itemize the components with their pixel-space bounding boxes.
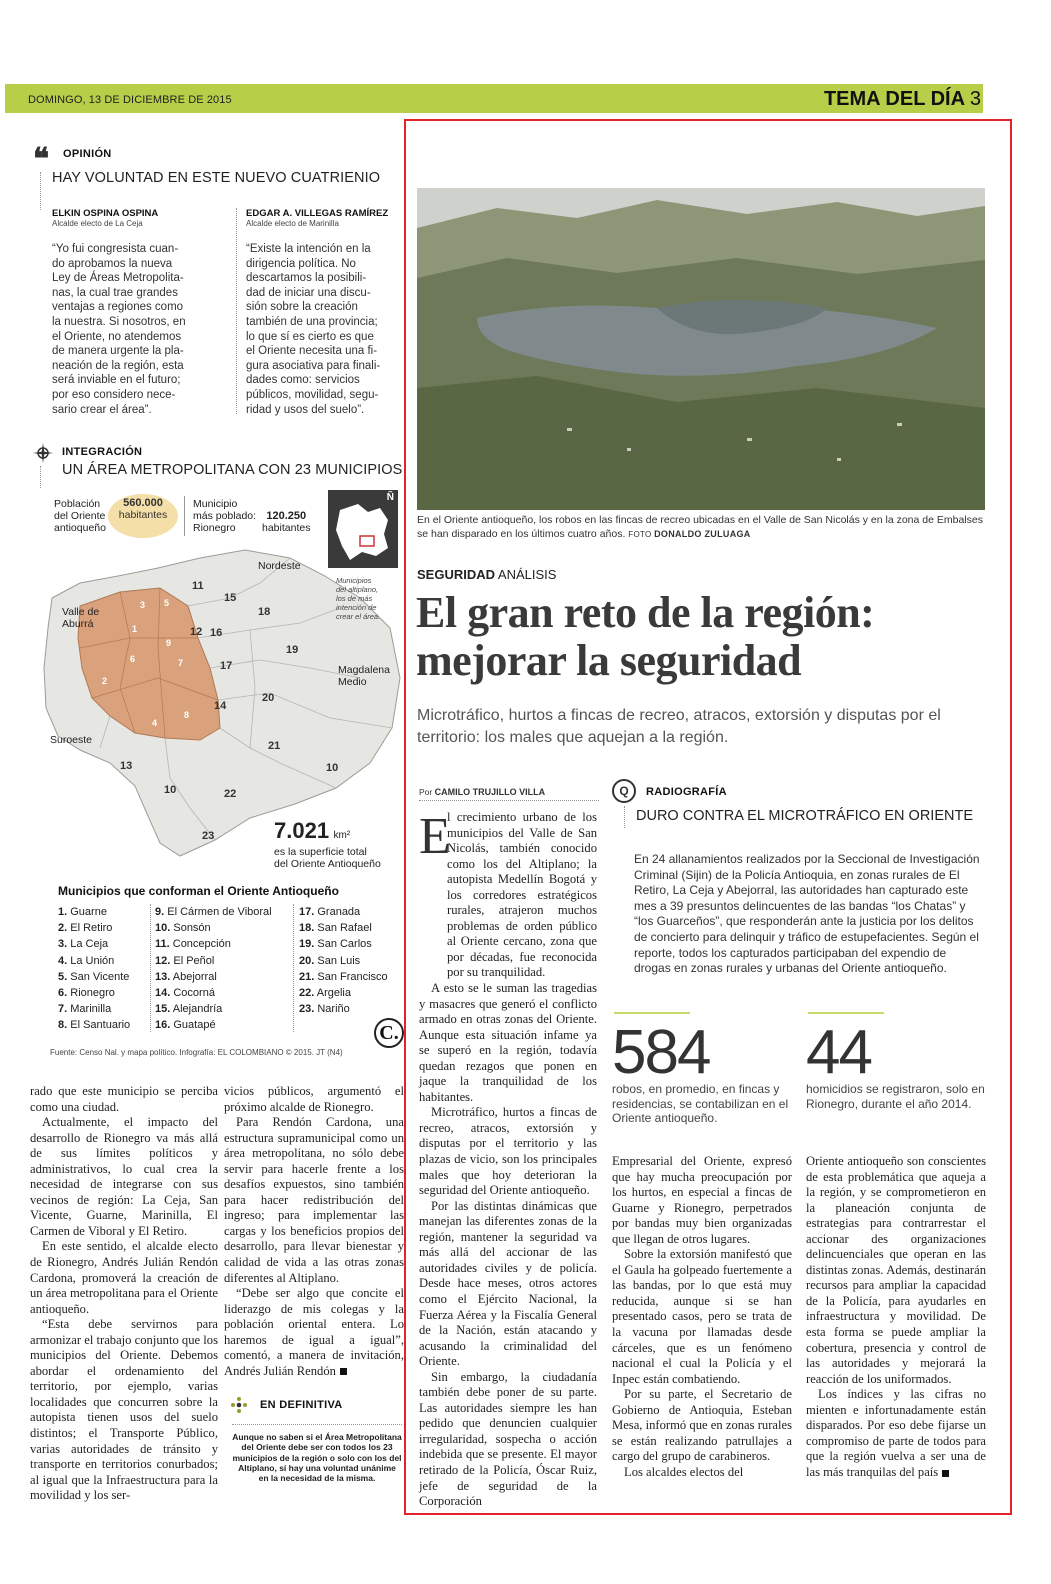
- opinion-deck: HAY VOLUNTAD EN ESTE NUEVO CUATRIENIO: [52, 170, 381, 186]
- map-number: 6: [130, 654, 136, 664]
- municipality-item: 20. San Luis: [299, 954, 361, 967]
- radiografia-text: En 24 allanamientos realizados por la Seccional de Investigación Criminal (Sijin) de la Policía Antioquia, en zonas rurales de El Retiro, La Ceja y Abejorral, las autoridades han capturado este mes a 39 presuntos delincuentes de las bandas “los Chatas” y “los Guarceños”, que responderán ante la justicia por los delitos de concierto para delinquir y tráfico de estupefacientes. Según el reporte, todos los capturados participaban del expendio de drogas en zonas rurales y urbanas del Oriente antioqueño.: [634, 852, 980, 976]
- integration-divider: [40, 466, 41, 488]
- label-nordeste: Nordeste: [258, 560, 301, 572]
- landscape-photo: [417, 188, 985, 510]
- section-title: TEMA DEL DÍA: [823, 88, 965, 110]
- radiografia-deck: DURO CONTRA EL MICROTRÁFICO EN ORIENTE: [636, 808, 974, 824]
- map-number: 19: [286, 644, 299, 656]
- population-value: 560.000: [123, 497, 163, 509]
- opinion-kicker: OPINIÓN: [63, 148, 112, 160]
- municipality-item: 17. Granada: [299, 906, 361, 918]
- map-number: 11: [192, 580, 204, 592]
- map-number: 7: [178, 658, 184, 668]
- photo-credit: FOTO DONALDO ZULUAGA: [628, 528, 751, 539]
- opinion-left: [52, 208, 232, 417]
- label-magdalena-medio: Magdalena Medio: [338, 664, 390, 688]
- municipality-item: 19. San Carlos: [299, 938, 372, 951]
- article-col-2: Empresarial del Oriente, expresó que hay mucha preocupación por los hurtos, en especial a fincas de Guarne y Rionegro, perpetrados por bandas muy bien organizadas que llegan de otros lugares. Sobre la extorsión manifestó que el Gaula ha golpeado fuertemente a las bandas, por lo que está muy reducida, aunque si se han presentado casos, pero se trata de la vacuna por llamadas desde cárceles, que es un fenómeno nacional el cual la Policía y el Inpec están combatiendo. Por su parte, el Secretario de Gobierno de Antioquia, Esteban Mesa, informó que en zonas rurales se están realizando patrullajes a cargo del grupo de carabineros. Los alcaldes electos del: [612, 1154, 792, 1479]
- map-number: 12: [190, 626, 203, 638]
- radiografia-kicker: RADIOGRAFÍA: [646, 786, 727, 798]
- opinion-left-role: Alcalde electo de La Ceja: [52, 219, 143, 228]
- infographic-source: Fuente: Censo Nal. y mapa político. Infografía: EL COLOMBIANO © 2015. JT (N4): [50, 1048, 343, 1057]
- map-number: 5: [164, 598, 170, 608]
- quote-icon: ❝: [33, 143, 50, 176]
- area-unit: km²: [333, 830, 351, 841]
- article-subdeck: Microtráfico, hurtos a fincas de recreo, atracos, extorsión y disputas por el territorio: los males que aquejan a la región.: [417, 707, 941, 746]
- left-body-col-1: rado que este municipio se perciba como una ciudad. Actualmente, el impacto del desarrollo de Rionegro va más allá de sus límites políticos y administrativos, lo cual crea la necesidad de integrarse con sus vecinos de región: La Ceja, San Vicente, Guarne, Marinilla, El Carmen de Viboral y El Retiro. En este sentido, el alcalde electo de Rionegro, Andrés Julián Rendón Cardona, promoverá la creación de un área metropolitana para el Oriente antioqueño. “Esta debe servirnos para armonizar el trabajo conjunto que los municipios del Oriente. Debemos abordar el ordenamiento del territorio, por ejemplo, varias localidades que concurren sobre la autopista tienen usos del suelo distintos; el Transporte Público, varias autoridades de tránsito y transporte en territorios conurbados; al igual que la Infraestructura para la movilidad y los ser-: [30, 1084, 218, 1503]
- header-date: DOMINGO, 13 DE DICIEMBRE DE 2015: [28, 94, 232, 106]
- map-number: 4: [152, 718, 158, 728]
- municipality-item: 10. Sonsón: [155, 922, 211, 935]
- map-number: 16: [210, 627, 223, 639]
- map-number: 14: [214, 700, 227, 712]
- map-number: 1: [132, 624, 138, 634]
- article-kicker: SEGURIDAD ANÁLISIS: [417, 567, 557, 582]
- opinion-right-text: “Existe la intención en la dirigencia política. No descartamos la posibili- dad de iniciar una discu- sión sobre la creación también de una provincia; lo que sí es cierto es que el Oriente necesita una fi- gura asociativa para finali- dades como: servicios públicos, movilidad, segu- ridad y usos del suelo”.: [246, 243, 381, 416]
- map-number: 17: [220, 660, 233, 672]
- article-col-3: Oriente antioqueño son conscientes de esta problemática que aqueja a la región, y se comprometieron en la planeación conjunta de estrategias para contrarrestar el accionar des organizaciones delincuenciales que operan en las distintas zonas. Además, destinarán recursos para ampliar la capacidad de la Policía, para ayudarles en infraestructura y movilidad. De esta forma se puede ampliar la cobertura, presencia y control de las autoridades y mejorará la reacción de los uniformados. Los índices y las cifras no mienten e infortunadamente están disparados. Por eso debe fijarse un compromiso de parte de todos para que la región vuelva a ser una de las más tranquilas del país: [806, 1154, 986, 1479]
- largest-value: 120.250: [266, 510, 307, 522]
- municipalities-divider: [150, 904, 151, 1032]
- el-colombiano-logo: C.: [374, 1018, 404, 1048]
- area-caption: es la superficie total del Oriente Antioqueño: [274, 846, 381, 870]
- municipalities-divider: [293, 904, 294, 1032]
- map-number: 10: [326, 762, 339, 774]
- locator-map: [328, 490, 398, 568]
- integration-deck: UN ÁREA METROPOLITANA CON 23 MUNICIPIOS: [62, 462, 403, 478]
- north-icon: Ñ: [386, 492, 394, 503]
- map-number: 15: [224, 592, 237, 604]
- map-note: Municipios del altiplano, los de más intención de crear el área.: [336, 576, 381, 621]
- largest-unit: habitantes: [262, 522, 311, 534]
- municipality-item: 16. Guatapé: [155, 1019, 216, 1032]
- byline-divider: [419, 800, 599, 801]
- municipality-item: 12. El Peñol: [155, 954, 215, 967]
- municipality-item: 15. Alejandría: [155, 1003, 223, 1016]
- map-number: 3: [140, 600, 146, 610]
- municipalities-col-3: [299, 904, 399, 1017]
- map-infographic: [40, 488, 402, 886]
- largest-label: Municipio más poblado: Rionegro: [193, 498, 257, 534]
- map-number: 21: [268, 740, 281, 752]
- map-number: 10: [164, 784, 177, 796]
- municipality-item: 13. Abejorral: [155, 970, 217, 983]
- municipality-item: 6. Rionegro: [58, 987, 115, 1000]
- integration-kicker: INTEGRACIÓN: [62, 446, 143, 458]
- municipality-item: 22. Argelia: [299, 987, 351, 1000]
- map-number: 20: [262, 692, 275, 704]
- compass-icon: [33, 443, 53, 463]
- municipality-item: 21. San Francisco: [299, 970, 388, 983]
- drop-cap: E: [419, 808, 451, 865]
- article-col-1: l crecimiento urbano de los municipios del Valle de San Nicolás, también conocido como los del Altiplano; la autopista Medellín Bogotá y los corredores estratégicos rurales, atrajeron muchos problemas de orden público al Oriente cercano, zona que por décadas, fue reconocida por su tranquilidad. A esto se le suman las tragedias y masacres que generó el conflicto armado en otras zonas del Oriente. Aunque esta situación infame ya se superó en la región, todavía quedan rezagos que ponen en jaque la tranquilidad de los habitantes. Microtráfico, hurtos a fincas de recreo, atracos, extorsión y disputas por el territorio y las plazas de vicio, son los principales males que hoy deterioran la seguridad del Oriente antioqueño. Por las distintas dinámicas que manejan las diferentes zonas de la región, mantener la seguridad va más allá del accionar de las autoridades civiles y de policía. Desde hace meses, otros actores como el Ejército Nacional, la Fuerza Aérea y la Fiscalía General de la Nación, están atacando y acusando la criminalidad del Oriente. Sin embargo, la ciudadanía también debe poner de su parte. Las autoridades siempre les han pedido que denuncien cualquier irregularidad, sospecha o acción indebida que se presente. El mayor retirado de la Policía, Óscar Ruiz, jefe de seguridad de la Corporación: [419, 810, 597, 1509]
- dots-icon: [230, 1396, 248, 1414]
- map-number: 9: [166, 638, 172, 648]
- population-badge: [108, 494, 178, 538]
- municipality-item: 18. San Rafael: [299, 922, 372, 935]
- opinion-right: [246, 208, 406, 417]
- population-unit: habitantes: [118, 509, 168, 521]
- municipality-item: 2. El Retiro: [58, 922, 113, 935]
- page-number: 3: [969, 88, 981, 110]
- figure-homicidios-caption: homicidios se registraron, solo en Rionegro, durante el año 2014.: [806, 1082, 985, 1111]
- map-number: 22: [224, 788, 237, 800]
- header-section: [824, 88, 981, 111]
- figure-robos-value: 584: [612, 1018, 710, 1087]
- municipalities-title: Municipios que conforman el Oriente Antioqueño: [58, 884, 339, 898]
- area-stat: [274, 818, 381, 870]
- stat-divider: [184, 496, 185, 536]
- opinion-column-divider: [236, 208, 237, 414]
- photo-caption: En el Oriente antioqueño, los robos en las fincas de recreo ubicadas en el Valle de San Nicolás y en la zona de Embalses se han disparado en los últimos cuatro años. FOTO DONALDO ZULUAGA: [417, 514, 983, 540]
- map-number: 18: [258, 606, 271, 618]
- end-mark-icon: [942, 1470, 949, 1477]
- article-byline: Por CAMILO TRUJILLO VILLA: [419, 787, 546, 797]
- opinion-left-author: ELKIN OSPINA OSPINA: [52, 208, 159, 219]
- area-value: 7.021: [274, 818, 330, 843]
- opinion-right-author: EDGAR A. VILLEGAS RAMÍREZ: [246, 208, 389, 219]
- figure-robos-caption: robos, en promedio, en fincas y residencias, se contabilizan en el Oriente antioqueño.: [612, 1082, 789, 1126]
- radiografia-divider: [624, 806, 625, 828]
- municipality-item: 11. Concepción: [155, 938, 231, 951]
- opinion-left-text: “Yo fui congresista cuan- do aprobamos la nueva Ley de Áreas Metropolita- nas, la cual trae grandes ventajas a regiones como la nuestra. Si nosotros, en el Oriente, no atendemos de manera urgente la pla- neación de la región, esta será inviable en el futuro; por eso considero nece- sario crear el área”.: [52, 243, 186, 416]
- municipality-item: 23. Nariño: [299, 1003, 350, 1016]
- municipality-item: 1. Guarne: [58, 906, 107, 918]
- municipalities-col-1: [58, 904, 153, 1034]
- opinion-divider: [40, 172, 41, 210]
- opinion-right-role: Alcalde electo de Marinilla: [246, 219, 339, 228]
- map-number: 2: [102, 676, 108, 686]
- municipality-item: 9. El Cármen de Viboral: [155, 906, 272, 918]
- municipality-item: 8. El Santuario: [58, 1019, 131, 1032]
- figure-accent-line: [614, 1012, 690, 1014]
- municipality-item: 7. Marinilla: [58, 1003, 112, 1016]
- municipality-item: 4. La Unión: [58, 954, 115, 967]
- end-mark-icon: [340, 1368, 347, 1375]
- largest-badge: [262, 510, 310, 534]
- map-number: 13: [120, 760, 133, 772]
- label-valle-aburra: Valle de Aburrá: [62, 606, 100, 630]
- definitiva-kicker: EN DEFINITIVA: [260, 1399, 343, 1411]
- municipality-item: 5. San Vicente: [58, 970, 130, 983]
- magnifier-icon: Q: [612, 779, 636, 803]
- municipality-item: 3. La Ceja: [58, 938, 109, 951]
- population-label: Población del Oriente antioqueño: [54, 498, 106, 534]
- figure-accent-line: [808, 1012, 884, 1014]
- municipalities-col-2: [155, 904, 295, 1034]
- municipality-item: 14. Cocorná: [155, 987, 215, 1000]
- map-number: 8: [184, 710, 190, 720]
- definitiva-divider: [232, 1424, 402, 1425]
- figure-homicidios-value: 44: [806, 1018, 871, 1087]
- map-number: 23: [202, 830, 215, 842]
- definitiva-text: Aunque no saben si el Área Metropolitana del Oriente debe ser con todos los 23 municipios de la región o solo con los del Altiplano, sí hay una voluntad unánime en la necesidad de la misma.: [232, 1432, 402, 1484]
- article-headline: El gran reto de la región: mejorar la seguridad: [416, 588, 875, 685]
- left-body-col-2: vicios públicos, argumentó el próximo alcalde de Rionegro. Para Rendón Cardona, una estructura supramunicipal como un área metropolitana, no sólo debe servir para hacerle frente a los desafíos expuestos, sino también para hacer redistribución del ingreso; para implementar las cargas y los beneficios propios del desarrollo, para llevar bienestar y calidad de vida a las otras zonas diferentes al Altiplano. “Debe ser algo que concite el liderazgo de mis colegas y la población oriental entera. Lo haremos de igual a igual”, comentó, a manera de invitación, Andrés Julián Rendón: [224, 1084, 404, 1378]
- label-suroeste: Suroeste: [50, 734, 93, 746]
